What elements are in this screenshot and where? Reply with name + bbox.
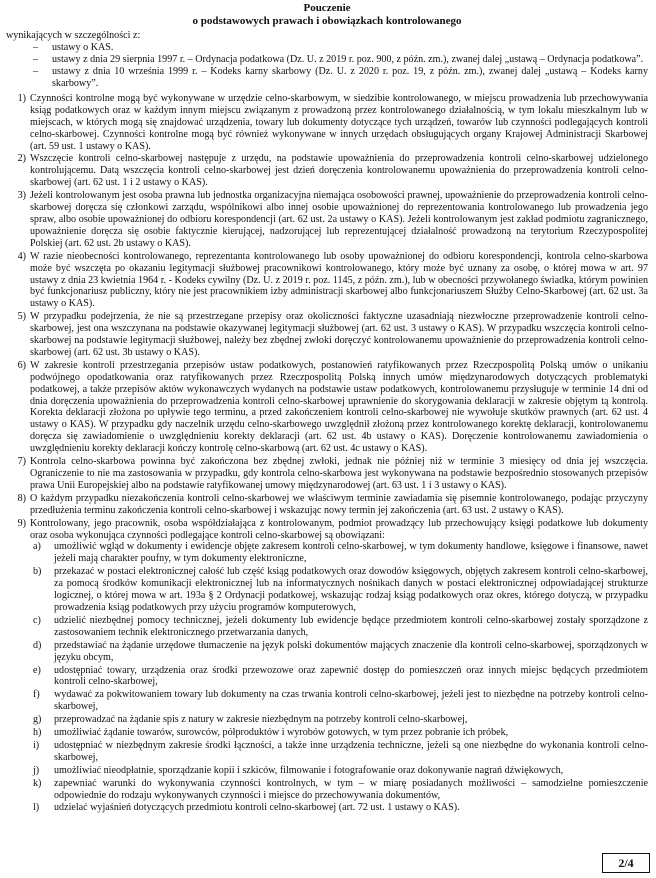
item-number: 4) (17, 250, 26, 262)
sub-item (30, 714, 648, 726)
item-text: Wszczęcie kontroli celno-skarbowej następuje z urzędu, na podstawie upoważnienia do przeprowadzenia kontroli celno-skarbowej udzielonego kontrolującemu. Datą wszczęcia kontroli celno-skarbowej jest dzień doręczenia kontrolowanemu upoważnienia do przeprowadzenia kontroli celno-skarbowej (art. 62 ust. 1 i 2 ustawy o KAS). (30, 153, 648, 189)
sub-item (30, 640, 648, 664)
item-text: Kontrola celno-skarbowa powinna być zakończona bez zbędnej zwłoki, jednak nie później niż w terminie 3 miesięcy od dnia jej wszczęcia. Ograniczenie to nie ma zastosowania w przypadku, gdy kontrola celno-skarbowa jest wykonywana na podstawie bezpośrednio stosowanych przepisów prawa Unii Europejskiej albo na podstawie ratyfikowanej umowy międzynarodowej (art. 63 ust. 1 i 3 ustawy o KAS). (30, 456, 648, 491)
item-number: 5) (17, 311, 26, 323)
sub-item-text: umożliwiać żądanie towarów, surowców, półproduktów i wyrobów gotowych, w tym przez pobranie ich próbek, (54, 727, 509, 739)
item-text: W przypadku podejrzenia, że nie są przestrzegane przepisy oraz okoliczności faktyczne uzasadniają niezwłoczne przeprowadzenie kontroli celno-skarbowej, jest ona wszczynana na podstawie okazywanej legitymacji służbowej (art. 62 ust. 3 ustawy o KAS). W przypadku wszczęcia kontroli celno-skarbowej na podstawie legitymacji służbowej, należy bez zbędnej zwłoki doręczyć kontrolowanemu upoważnienie do przeprowadzenia kontroli celno-skarbowej (art. 62 ust. 3b ustawy o KAS). (30, 311, 648, 358)
list-item (6, 251, 648, 311)
source-text: ustawy o KAS. (52, 42, 114, 54)
sub-item (30, 765, 648, 777)
sub-item-text: przekazać w postaci elektronicznej całość lub część ksiąg podatkowych oraz dowodów księgowych, objętych zakresem kontroli celno-skarbowej, za pomocą środków komunikacji elektronicznej lub na informatycznych nośnikach danych w postaci elektronicznej odpowiadającej strukturze logicznej, o której mowa w art. 193a § 2 Ordynacji podatkowej, wskazując rodzaj ksiąg podatkowych oraz okres, którego dotyczą, w przypadku prowadzenia ksiąg podatkowych przy użyciu programów komputerowych, (54, 566, 648, 613)
sub-item (30, 615, 648, 639)
sub-item-letter: g) (33, 714, 42, 726)
item-number: 1) (17, 92, 26, 104)
item-number: 2) (17, 153, 26, 165)
sub-item (30, 541, 648, 565)
sub-item-letter: e) (33, 664, 41, 676)
sub-item (30, 665, 648, 689)
sub-item (30, 802, 648, 814)
sub-item-letter: j) (33, 764, 40, 776)
sub-item-letter: a) (33, 541, 41, 553)
sub-item-text: zapewniać warunki do wykonywania czynności kontrolnych, w tym – w miarę posiadanych możliwości – samodzielne pomieszczenie odpowiednie do rodzaju wykonywanych czynności i miejsce do przechowywania dokumentów, (54, 777, 648, 801)
sub-item (30, 778, 648, 802)
sub-item-letter: i) (33, 739, 40, 751)
item-text: W razie nieobecności kontrolowanego, reprezentanta kontrolowanego lub osoby upoważnionej do odbioru korespondencji, kontrola celno-skarbowa może być wszczęta po okazaniu legitymacji służbowej pracownikowi kontrolowanego, który może być uznany za osobę, o której mowa w art. 97 ustawy z dnia 23 kwietnia 1964 r. - Kodeks cywilny (Dz. U. z 2019 r. poz. 1145, z późn. zm.), lub w obecności przywołanego świadka, którym powinien być funkcjonariusz publiczny, który nie jest pracownikiem izby administracji skarbowej albo funkcjonariuszem Służby Celno-Skarbowej (art. 62 ust. 3a ustawy o KAS). (30, 250, 648, 310)
sub-item (30, 740, 648, 764)
page-number-box: 2/4 (602, 853, 650, 873)
list-item (6, 153, 648, 189)
sub-item-letter: k) (33, 777, 42, 789)
sub-item-text: udostępniać towary, urządzenia oraz środki przewozowe oraz zapewnić dostęp do pomieszczeń oraz innych miejsc będących przedmiotem kontroli celno-skarbowej, (54, 664, 648, 688)
sub-item (30, 566, 648, 614)
item-number: 3) (17, 190, 26, 202)
list-item (6, 93, 648, 153)
item-number: 6) (17, 359, 26, 371)
title-line-2: o podstawowych prawach i obowiązkach kontrolowanego (192, 15, 462, 28)
sub-item-text: wydawać za pokwitowaniem towary lub dokumenty na czas trwania kontroli celno-skarbowej, jeżeli jest to niezbędne na potrzeby kontroli celno-skarbowej, (54, 689, 648, 713)
dash-marker: – (33, 42, 39, 54)
list-item (6, 456, 648, 492)
sub-item-letter: b) (33, 566, 42, 578)
dash-marker: – (33, 66, 39, 78)
sub-item-text: umożliwić wgląd w dokumenty i ewidencje objęte zakresem kontroli celno-skarbowej, w tym dokumenty handlowe, księgowe i finansowe, nawet jeżeli mają charakter poufny, w tym dokumenty elektroniczne, (54, 541, 648, 565)
obligations-sublist (30, 541, 648, 814)
sub-item-letter: l) (33, 802, 40, 814)
document-page (6, 2, 648, 815)
list-item (6, 518, 648, 815)
sub-item-letter: c) (33, 614, 41, 626)
list-item (6, 190, 648, 250)
sub-item (30, 689, 648, 713)
source-item (6, 54, 648, 66)
sub-item-text: przedstawiać na żądanie urzędowe tłumaczenie na język polski dokumentów mających znaczenie dla kontroli celno-skarbowej, sporządzonych w języku obcym, (54, 639, 648, 663)
sub-item-text: udzielać wyjaśnień dotyczących przedmiotu kontroli celno-skarbowej (art. 72 ust. 1 ustawy o KAS). (54, 802, 460, 814)
rights-list (6, 93, 648, 814)
dash-marker: – (33, 54, 39, 66)
title-line-1: Pouczenie (303, 2, 351, 14)
item-number: 9) (17, 517, 26, 529)
item-text: Czynności kontrolne mogą być wykonywane w urzędzie celno-skarbowym, w siedzibie kontrolowanego, w miejscu prowadzenia lub przechowywania ksiąg podatkowych oraz w każdym innym miejscu związanym z prowadzoną przez kontrolowanego działalnością, w tym lokalu mieszkalnym lub w miejscach, w których mogą się znajdować urządzenia, towary lub dokumenty dotyczące tych urządzeń, towarów lub czynności podlegających kontroli celno-skarbowej. Czynności kontrolne mogą być również wykonywane w innych urzędach obsługujących organy Krajowej Administracji Skarbowej (art. 59 ust. 1 ustawy o KAS). (30, 92, 648, 152)
source-text: ustawy z dnia 29 sierpnia 1997 r. – Ordynacja podatkowa (Dz. U. z 2019 r. poz. 900, z późn. zm.), zwanej dalej „ustawą – Ordynacja podatkowa”. (52, 54, 644, 66)
item-number: 8) (17, 492, 26, 504)
source-text: ustawy z dnia 10 września 1999 r. – Kodeks karny skarbowy (Dz. U. z 2020 r. poz. 19, z późn. zm.), zwanej dalej „ustawą – Kodeks karny skarbowy”. (52, 66, 648, 89)
sub-item-text: przeprowadzać na żądanie spis z natury w zakresie niezbędnym na potrzeby kontroli celno-skarbowej, (54, 714, 468, 726)
sub-item-text: umożliwiać nieodpłatnie, sporządzanie kopii i szkiców, filmowanie i fotografowanie oraz dokonywanie nagrań dźwiękowych, (54, 764, 564, 776)
intro-text: wynikających w szczególności z: (6, 30, 141, 42)
sub-item (30, 727, 648, 739)
item-text: Kontrolowany, jego pracownik, osoba współdziałająca z kontrolowanym, podmiot prowadzący lub przechowujący księgi podatkowe lub dokumenty oraz osoba wykonująca czynności podlegające kontroli celno-skarbowej są obowiązani: (30, 517, 648, 541)
sub-item-text: udzielić niezbędnej pomocy technicznej, jeżeli dokumenty lub ewidencje będące przedmiotem kontroli celno-skarbowej zostały sporządzone z zastosowaniem technik elektronicznego przetwarzania danych, (54, 614, 648, 638)
list-item (6, 493, 648, 517)
item-text: O każdym przypadku niezakończenia kontroli celno-skarbowej we właściwym terminie zawiadamia się pisemnie kontrolowanego, podając przyczyny przedłużenia terminu zakończenia kontroli celno-skarbowej i wskazując nowy termin jej zakończenia (art. 63 ust. 2 ustawy o KAS). (30, 492, 648, 516)
sub-item-letter: h) (33, 727, 42, 739)
sources-list (6, 42, 648, 90)
sub-item-letter: d) (33, 639, 42, 651)
item-number: 7) (17, 456, 26, 468)
list-item (6, 311, 648, 359)
sub-item-letter: f) (33, 689, 40, 701)
list-item (6, 360, 648, 455)
item-text: Jeżeli kontrolowanym jest osoba prawna lub jednostka organizacyjna niemająca osobowości prawnej, upoważnienie do przeprowadzenia kontroli celno-skarbowej doręcza się członkowi zarządu, wspólnikowi albo innej osobie upoważnionej do reprezentowania kontrolowanego lub prowadzenia jego spraw, albo osobie upoważnionej do odbioru korespondencji (art. 62 ust. 2a ustawy o KAS). Jeżeli kontrolowanym jest zakład podmiotu zagranicznego, upoważnienie doręcza się osobie faktycznie kierującej, nadzorującej lub reprezentującej działalność prowadzoną na terytorium Rzeczypospolitej Polskiej (art. 62 ust. 2b ustawy o KAS). (30, 190, 648, 249)
source-item (6, 42, 648, 54)
item-text: W zakresie kontroli przestrzegania przepisów ustaw podatkowych, postanowień ratyfikowanych przez Rzeczpospolitą Polską umów o unikaniu podwójnego opodatkowania oraz ratyfikowanych przez Rzeczpospolitą Polską innych umów międzynarodowych dotyczących problematyki podatkowej, a także przepisów aktów wykonawczych wydanych na podstawie ustaw podatkowych, kontrolowanemu przysługuje w terminie 14 dni od dnia doręczenia upoważnienia do przeprowadzenia kontroli celno-skarbowej uprawnienie do skorygowania deklaracji w zakresie objętym tą kontrolą. Korekta deklaracji złożona po upływie tego terminu, a przed zakończeniem kontroli celno-skarbowej nie wywołuje skutków prawnych (art. 62 ust. 4 ustawy o KAS). W przypadku gdy naczelnik urzędu celno-skarbowego uwzględnił złożoną przez kontrolowanego korektę deklaracji, kontrolowanemu doręcza się zawiadomienie o uwzględnieniu korekty deklaracji (art. 62 ust. 4b ustawy o KAS). Doręczenie kontrolowanemu zawiadomienia o uwzględnieniu korekty deklaracji kończy kontrolę celno-skarbową (art. 62 ust. 4c ustawy o KAS). (30, 359, 648, 455)
sub-item-text: udostępniać w niezbędnym zakresie środki łączności, a także inne urządzenia techniczne, jeżeli są one niezbędne do wykonania kontroli celno-skarbowej, (54, 739, 648, 763)
document-title (6, 2, 648, 28)
source-item (6, 66, 648, 90)
